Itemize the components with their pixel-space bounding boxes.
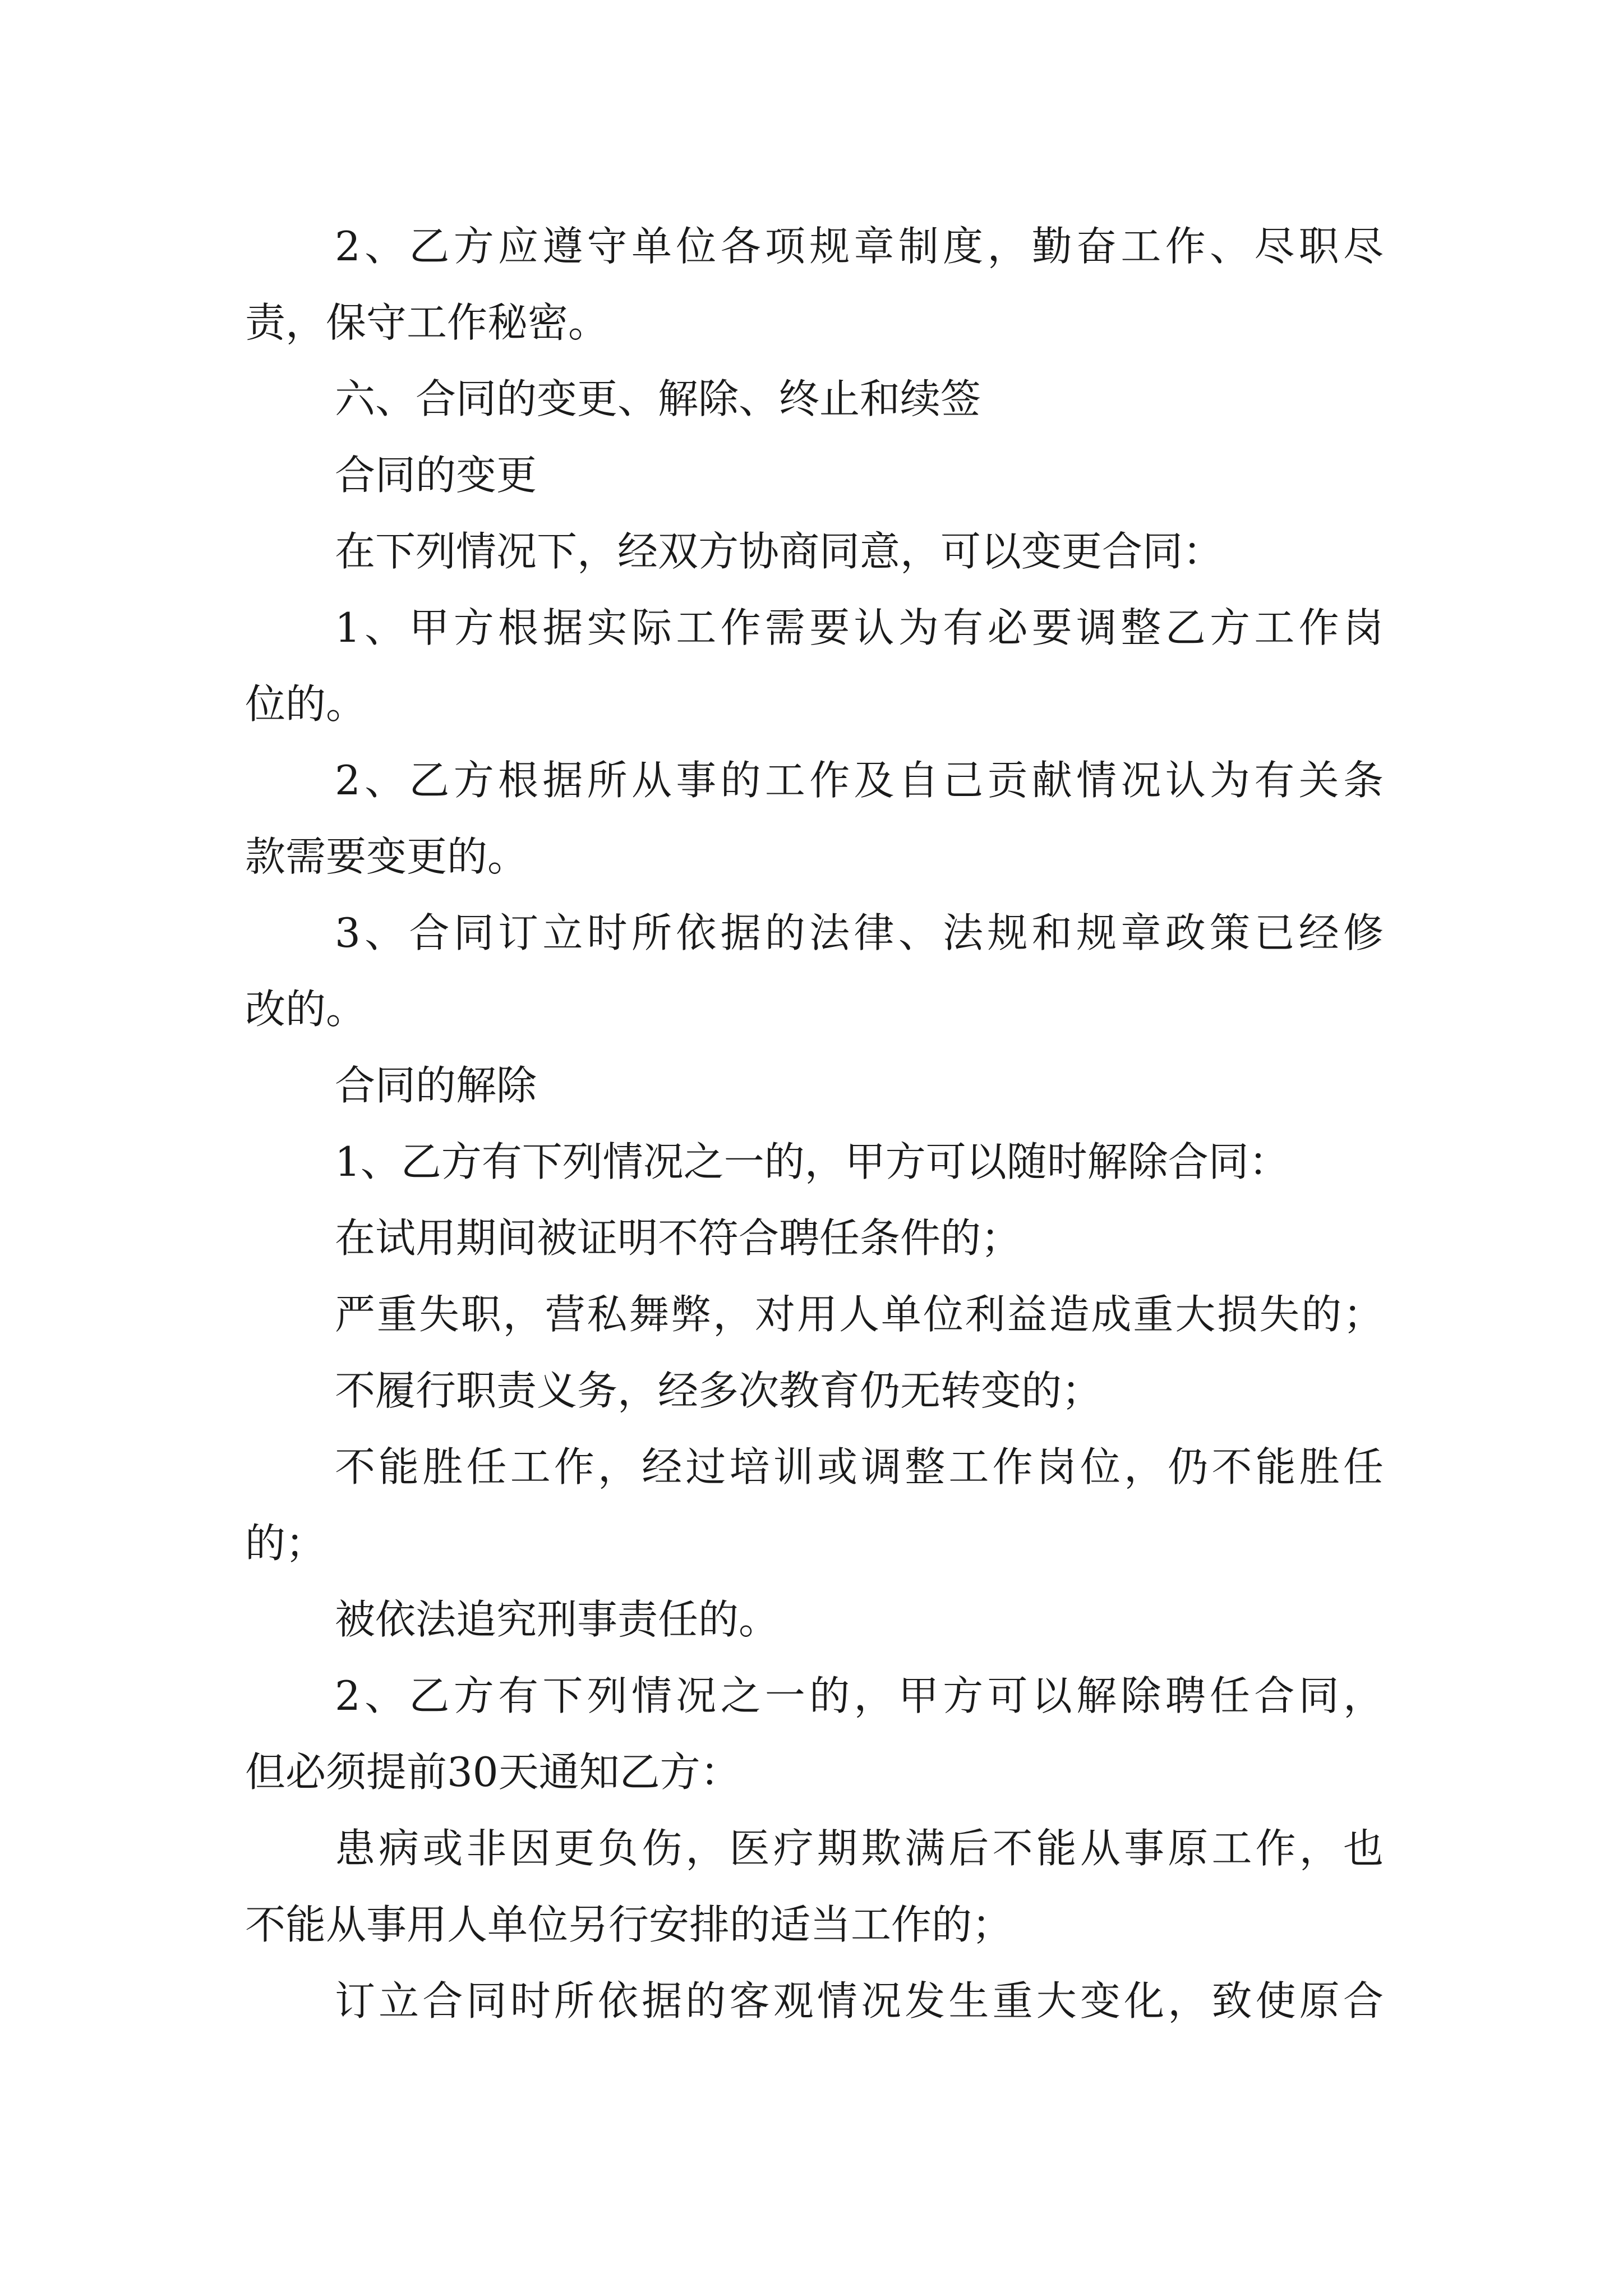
- paragraph-line: 1、乙方有下列情况之一的，甲方可以随时解除合同：: [335, 1138, 1289, 1185]
- paragraph-line: 改的。: [245, 986, 367, 1033]
- list-item: 不履行职责义务，经多次教育仍无转变的；: [335, 1367, 1103, 1414]
- paragraph-line: 2、乙方有下列情况之一的，甲方可以解除聘任合同，: [335, 1672, 1384, 1719]
- section-heading: 六、合同的变更、解除、终止和续签: [335, 375, 981, 422]
- list-item: 在试用期间被证明不符合聘任条件的；: [335, 1214, 1022, 1262]
- list-item: 订立合同时所依据的客观情况发生重大变化，致使原合: [335, 1977, 1384, 2024]
- paragraph-line: 2、乙方应遵守单位各项规章制度，勤奋工作、尽职尽: [335, 223, 1384, 270]
- paragraph-line: 不能从事用人单位另行安排的适当工作的；: [245, 1901, 1013, 1948]
- subsection-heading: 合同的变更: [335, 452, 537, 499]
- paragraph-line: 在下列情况下，经双方协商同意，可以变更合同：: [335, 528, 1224, 575]
- list-item: 严重失职，营私舞弊，对用人单位利益造成重大损失的；: [335, 1291, 1384, 1338]
- paragraph-line: 款需要变更的。: [245, 833, 528, 880]
- paragraph-line: 3、合同订立时所依据的法律、法规和规章政策已经修: [335, 909, 1384, 956]
- list-item: 不能胜任工作，经过培训或调整工作岗位，仍不能胜任: [335, 1443, 1384, 1490]
- subsection-heading: 合同的解除: [335, 1062, 537, 1109]
- paragraph-line: 1、甲方根据实际工作需要认为有必要调整乙方工作岗: [335, 604, 1384, 651]
- document-body: [245, 208, 1384, 2039]
- paragraph-line: 但必须提前30天通知乙方：: [245, 1749, 741, 1796]
- paragraph-line: 责，保守工作秘密。: [245, 299, 609, 346]
- paragraph-line: 2、乙方根据所从事的工作及自己贡献情况认为有关条: [335, 757, 1384, 804]
- paragraph-line: 的；: [245, 1520, 326, 1567]
- list-item: 患病或非因更负伤，医疗期欺满后不能从事原工作，也: [335, 1825, 1384, 1872]
- list-item: 被依法追究刑事责任的。: [335, 1596, 780, 1643]
- paragraph-line: 位的。: [245, 680, 367, 728]
